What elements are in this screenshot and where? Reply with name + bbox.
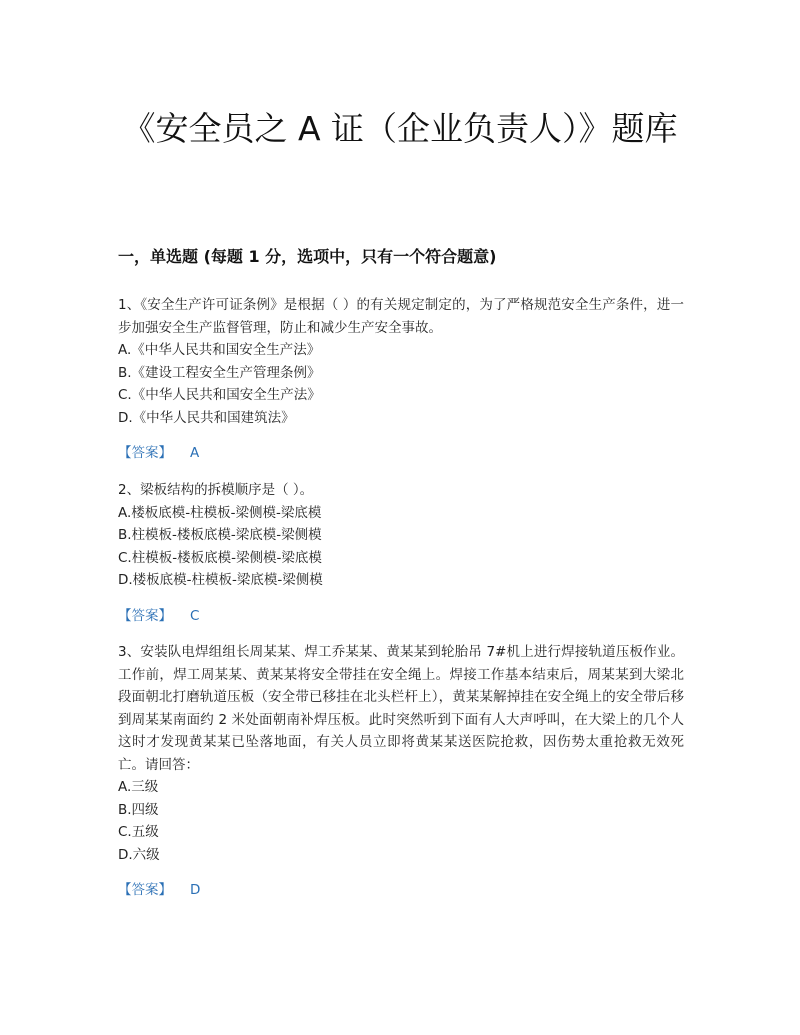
option-d: D.楼板底模-柱模板-梁底模-梁侧模 (118, 572, 323, 588)
answer-3 (118, 880, 200, 900)
option-a: A.楼板底模-柱模板-梁侧模-梁底模 (118, 504, 322, 521)
question-stem: 1、《安全生产许可证条例》是根据（ ）的有关规定制定的，为了严格规范安全生产条件，进一步加强安全生产监督管理，防止和减少生产安全事故。 (118, 297, 684, 336)
answer-value: C (190, 608, 200, 624)
option-d: D.《中华人民共和国建筑法》 (118, 409, 295, 426)
answer-value: D (190, 882, 201, 898)
option-a: A.三级 (118, 779, 159, 795)
answer-value: A (190, 445, 200, 461)
option-list (118, 776, 684, 866)
option-c: C.柱模板-楼板底模-梁侧模-梁底模 (118, 549, 322, 566)
question-stem: 2、梁板结构的拆模顺序是（ ）。 (118, 482, 314, 498)
document-title: 《安全员之 A 证（企业负责人）》题库 (122, 109, 678, 148)
answer-label: 【答案】 (118, 882, 172, 898)
option-b: B.柱模板-楼板底模-梁底模-梁侧模 (118, 527, 322, 543)
answer-label: 【答案】 (118, 445, 172, 461)
question-2 (118, 479, 684, 592)
question-3 (118, 641, 684, 866)
option-b: B.四级 (118, 801, 159, 818)
option-list (118, 502, 684, 592)
option-b: B.《建设工程安全生产管理条例》 (118, 364, 321, 381)
option-c: C.《中华人民共和国安全生产法》 (118, 387, 321, 403)
option-a: A.《中华人民共和国安全生产法》 (118, 342, 321, 358)
option-c: C.五级 (118, 824, 159, 840)
answer-1 (118, 443, 199, 463)
option-d: D.六级 (118, 846, 160, 863)
answer-2 (118, 606, 199, 626)
option-list (118, 339, 684, 429)
answer-label: 【答案】 (118, 608, 172, 624)
section-heading: 一，单选题 (每题 1 分，选项中，只有一个符合题意) (118, 247, 497, 266)
question-1 (118, 294, 684, 429)
question-stem: 3、安装队电焊组组长周某某、焊工乔某某、黄某某到轮胎吊 7#机上进行焊接轨道压板作业。工作前，焊工周某某、黄某某将安全带挂在安全绳上。焊接工作基本结束后，周某某到大梁北段面朝北打磨轨道压板（安全带已移挂在北头栏杆上），黄某某解掉挂在安全绳上的安全带后移到周某某南面约 2 米处面朝南补焊压板。此时突然听到下面有人大声呼叫，在大梁上的几个人这时才发现黄某某已坠落地面，有关人员立即将黄某某送医院抢救，因伤势太重抢救无效死亡。请回答： (118, 644, 684, 773)
